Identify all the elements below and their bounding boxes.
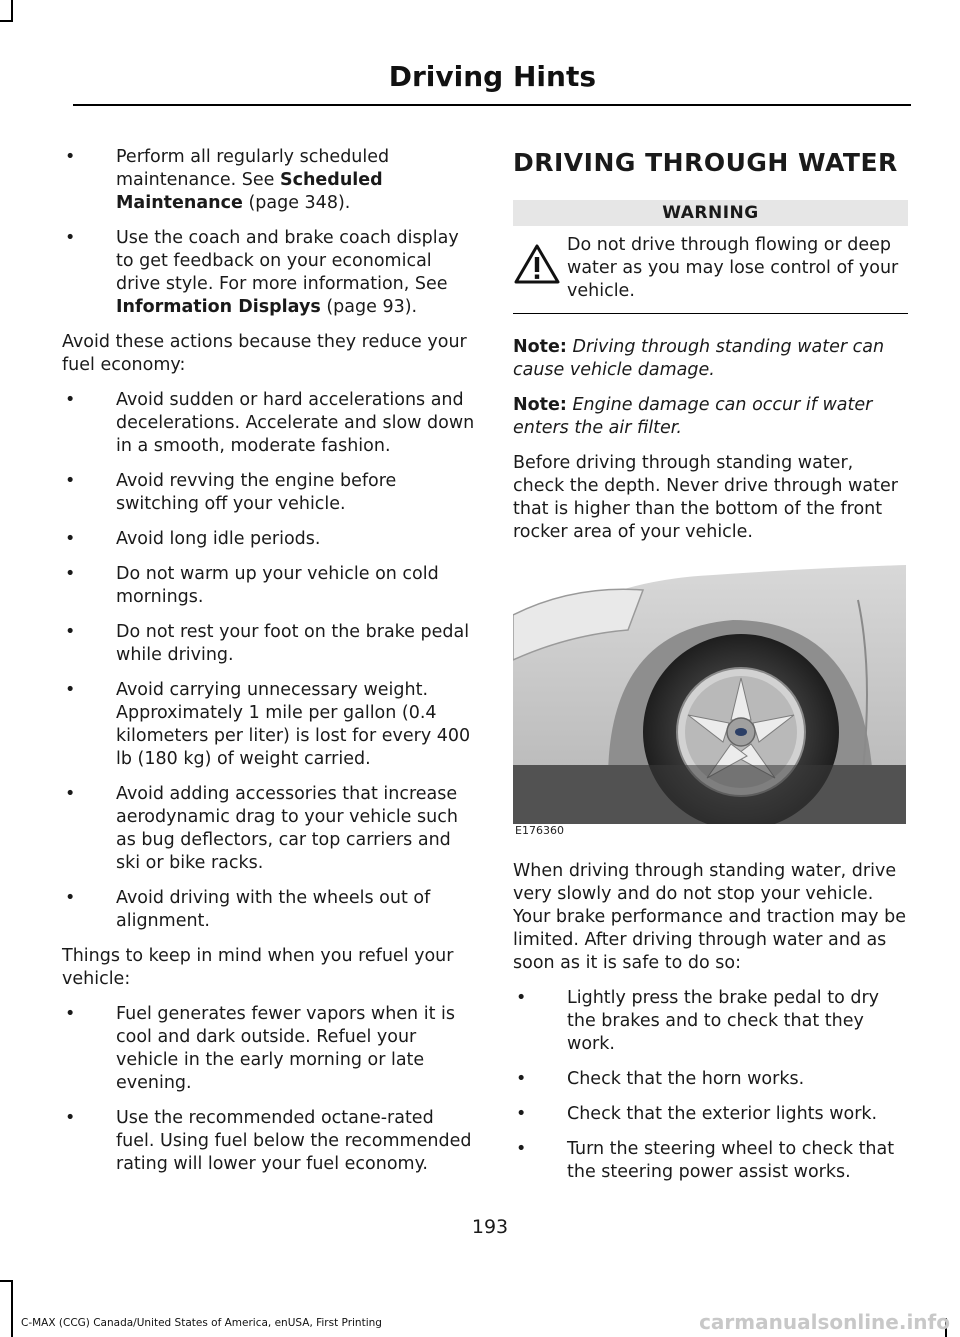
car-wheel-image (513, 560, 906, 824)
list-item: • Check that the horn works. (513, 1068, 908, 1091)
note-label: Note: (513, 395, 567, 415)
crop-mark-top-left-h (0, 20, 13, 22)
list-item: • Use the recommended octane-rated fuel. Using fuel below the recommended rating will lower your fuel economy. (62, 1107, 476, 1176)
list-item: • Do not warm up your vehicle on cold mornings. (62, 563, 476, 609)
section-title: DRIVING THROUGH WATER (513, 148, 898, 177)
list-item: • Do not rest your foot on the brake pedal while driving. (62, 621, 476, 667)
list-item: • Avoid sudden or hard accelerations and decelerations. Accelerate and slow down in a smooth, moderate fashion. (62, 389, 476, 458)
paragraph: Avoid these actions because they reduce your fuel economy: (62, 332, 467, 375)
paragraph: Things to keep in mind when you refuel your vehicle: (62, 946, 454, 989)
page-reference: (page 348). (242, 193, 351, 213)
note (513, 336, 908, 382)
list-item: • Avoid long idle periods. (62, 528, 476, 551)
crop-mark-top-left-v (11, 0, 13, 22)
list-item: • Turn the steering wheel to check that the steering power assist works. (513, 1138, 908, 1184)
warning-text: Do not drive through flowing or deep water as you may lose control of your vehicle. (567, 235, 899, 301)
warning-header: WARNING (513, 200, 908, 226)
list-item: • Lightly press the brake pedal to dry the brakes and to check that they work. (513, 987, 908, 1056)
list-item: • Fuel generates fewer vapors when it is cool and dark outside. Refuel your vehicle in the early morning or late evening. (62, 1003, 476, 1095)
list-item: • Avoid revving the engine before switching off your vehicle. (62, 470, 476, 516)
figure-code: E176360 (515, 824, 564, 837)
list-item (62, 146, 476, 215)
left-column (62, 146, 476, 1188)
note-text: Driving through standing water can cause vehicle damage. (513, 337, 885, 380)
list-item: • Avoid driving with the wheels out of alignment. (62, 887, 476, 933)
crop-mark-bottom-left-v (11, 1280, 13, 1337)
list-item: • Avoid adding accessories that increase aerodynamic drag to your vehicle such as bug deflectors, car top carriers and ski or bike racks. (62, 783, 476, 875)
note-text: Engine damage can occur if water enters the air filter. (513, 395, 873, 438)
crop-mark-bottom-left-h (0, 1280, 13, 1282)
page-title: Driving Hints (388, 60, 596, 93)
page-number: 193 (471, 1216, 509, 1238)
header-rule (73, 104, 911, 106)
note (513, 394, 908, 440)
paragraph: When driving through standing water, drive very slowly and do not stop your vehicle. Your brake performance and traction may be limited. After driving through water and as soon as it is safe to do so: (513, 861, 906, 973)
cross-reference-link[interactable]: Scheduled Maintenance (116, 170, 383, 213)
page-reference: (page 93). (320, 297, 418, 317)
right-column (513, 146, 908, 1196)
bullet-text: Perform all regularly scheduled maintenance. See (116, 147, 390, 190)
warning-triangle-icon (513, 242, 561, 286)
list-item (62, 227, 476, 319)
footer-text: C-MAX (CCG) Canada/United States of America, enUSA, First Printing (21, 1317, 382, 1329)
warning-box (513, 226, 908, 314)
list-item: • Check that the exterior lights work. (513, 1103, 908, 1126)
watermark: carmanualsonline.info (699, 1310, 950, 1334)
paragraph: Before driving through standing water, check the depth. Never drive through water that is higher than the bottom of the front rocker area of your vehicle. (513, 453, 898, 542)
vehicle-wheel-illustration (513, 560, 906, 842)
note-label: Note: (513, 337, 567, 357)
cross-reference-link[interactable]: Information Displays (116, 297, 321, 317)
bullet-text: Use the coach and brake coach display to get feedback on your economical drive style. For more information, See (116, 228, 459, 294)
list-item: • Avoid carrying unnecessary weight. Approximately 1 mile per gallon (0.4 kilometers per liter) is lost for every 400 lb (180 kg) of weight carried. (62, 679, 476, 771)
